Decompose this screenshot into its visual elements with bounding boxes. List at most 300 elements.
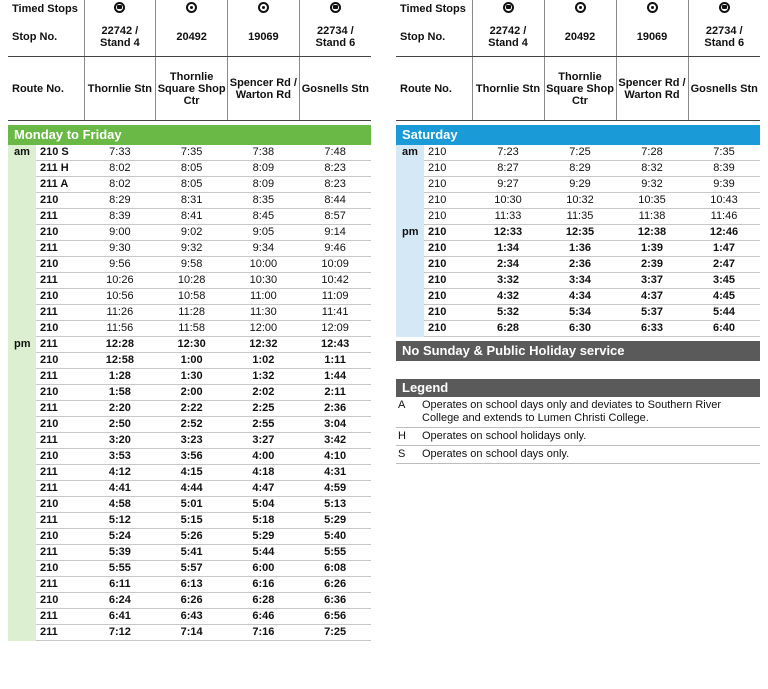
route-number: 210 — [424, 193, 472, 209]
departure-time: 7:25 — [299, 625, 371, 641]
table-row — [8, 353, 371, 369]
departure-time: 12:38 — [616, 225, 688, 241]
period-label — [8, 305, 36, 321]
bus-icon — [503, 2, 514, 13]
period-label — [8, 433, 36, 449]
departure-time: 9:00 — [84, 225, 156, 241]
stop-number: 20492 — [156, 18, 228, 57]
no-service-notice — [396, 341, 760, 361]
route-number: 210 — [424, 177, 472, 193]
departure-time: 11:41 — [299, 305, 371, 321]
period-label — [8, 625, 36, 641]
legend-code: H — [398, 430, 406, 442]
table-row — [8, 401, 371, 417]
departure-time: 8:05 — [156, 161, 228, 177]
table-row — [8, 513, 371, 529]
stop-no-label: Stop No. — [8, 18, 84, 57]
departure-time: 5:32 — [472, 305, 544, 321]
departure-time: 8:57 — [299, 209, 371, 225]
departure-time: 4:00 — [228, 449, 300, 465]
departure-time: 1:36 — [544, 241, 616, 257]
legend-item — [396, 428, 760, 446]
stop-number: 22742 / Stand 4 — [84, 18, 156, 57]
period-label — [8, 545, 36, 561]
stop-no-label: Stop No. — [396, 18, 472, 57]
departure-time: 10:35 — [616, 193, 688, 209]
period-label — [8, 593, 36, 609]
departure-time: 5:39 — [84, 545, 156, 561]
departure-time: 2:36 — [544, 257, 616, 273]
stop-icon-cell — [299, 0, 371, 18]
table-row — [8, 449, 371, 465]
table-row — [8, 465, 371, 481]
table-row — [396, 305, 760, 321]
weekday-panel — [8, 0, 371, 641]
departure-time: 1:44 — [299, 369, 371, 385]
timetable-header — [8, 0, 371, 121]
legend-code: S — [398, 448, 406, 460]
departure-time: 8:44 — [299, 193, 371, 209]
period-label — [8, 257, 36, 273]
departure-time: 2:20 — [84, 401, 156, 417]
departure-time: 6:28 — [228, 593, 300, 609]
departure-time: 3:37 — [616, 273, 688, 289]
departure-time: 1:39 — [616, 241, 688, 257]
departure-time: 1:30 — [156, 369, 228, 385]
period-label — [396, 161, 424, 177]
departure-time: 2:50 — [84, 417, 156, 433]
legend-item — [396, 446, 760, 464]
route-number: 210 — [424, 241, 472, 257]
period-label — [8, 385, 36, 401]
route-number: 210 — [36, 321, 84, 337]
departure-time: 8:35 — [228, 193, 300, 209]
no-service-text: No Sunday & Public Holiday service — [402, 343, 625, 358]
departure-time: 7:14 — [156, 625, 228, 641]
departure-time: 1:34 — [472, 241, 544, 257]
departure-time: 4:12 — [84, 465, 156, 481]
departure-time: 4:10 — [299, 449, 371, 465]
departure-time: 4:34 — [544, 289, 616, 305]
route-number: 211 — [36, 273, 84, 289]
departure-time: 10:28 — [156, 273, 228, 289]
departure-time: 5:55 — [84, 561, 156, 577]
departure-time: 12:46 — [688, 225, 760, 241]
departure-time: 12:00 — [228, 321, 300, 337]
route-number: 210 — [424, 145, 472, 161]
period-label — [8, 465, 36, 481]
departure-time: 3:45 — [688, 273, 760, 289]
table-row — [396, 145, 760, 161]
departure-time: 10:32 — [544, 193, 616, 209]
target-icon — [575, 2, 586, 13]
departure-time: 8:02 — [84, 177, 156, 193]
departure-time: 12:32 — [228, 337, 300, 353]
route-number: 210 — [36, 257, 84, 273]
departure-time: 8:09 — [228, 161, 300, 177]
table-row — [8, 417, 371, 433]
departure-time: 8:45 — [228, 209, 300, 225]
table-row — [396, 241, 760, 257]
departure-time: 10:00 — [228, 257, 300, 273]
period-label — [8, 561, 36, 577]
departure-time: 5:26 — [156, 529, 228, 545]
departure-time: 3:34 — [544, 273, 616, 289]
table-row — [8, 257, 371, 273]
route-number: 211 — [36, 209, 84, 225]
legend-list — [396, 397, 760, 464]
stop-number: 19069 — [228, 18, 300, 57]
departure-time: 7:16 — [228, 625, 300, 641]
route-number: 210 — [424, 257, 472, 273]
route-number: 211 — [36, 513, 84, 529]
stop-name: Thornlie Stn — [472, 57, 544, 121]
stop-number: 19069 — [616, 18, 688, 57]
route-number: 210 — [424, 209, 472, 225]
departure-time: 5:40 — [299, 529, 371, 545]
route-number: 210 — [36, 193, 84, 209]
legend-item — [396, 397, 760, 428]
route-number: 210 — [424, 289, 472, 305]
target-icon — [647, 2, 658, 13]
departure-time: 8:27 — [472, 161, 544, 177]
departure-time: 10:56 — [84, 289, 156, 305]
departure-time: 9:29 — [544, 177, 616, 193]
departure-time: 7:38 — [228, 145, 300, 161]
route-number: 210 — [36, 417, 84, 433]
departure-time: 11:56 — [84, 321, 156, 337]
period-label — [8, 289, 36, 305]
route-number: 210 — [424, 161, 472, 177]
period-label — [8, 449, 36, 465]
period-label — [396, 305, 424, 321]
departure-time: 5:37 — [616, 305, 688, 321]
departure-time: 4:45 — [688, 289, 760, 305]
stop-icon-cell — [156, 0, 228, 18]
departure-time: 12:58 — [84, 353, 156, 369]
departure-time: 4:58 — [84, 497, 156, 513]
route-number: 211 A — [36, 177, 84, 193]
period-label — [396, 177, 424, 193]
period-label — [8, 401, 36, 417]
stop-icon-cell — [84, 0, 156, 18]
table-row — [8, 273, 371, 289]
departure-time: 3:23 — [156, 433, 228, 449]
period-label — [8, 241, 36, 257]
weekday-title-bar — [8, 125, 371, 145]
departure-time: 6:41 — [84, 609, 156, 625]
departure-time: 1:02 — [228, 353, 300, 369]
route-number: 211 — [36, 337, 84, 353]
table-row — [8, 529, 371, 545]
period-label — [396, 241, 424, 257]
departure-time: 9:46 — [299, 241, 371, 257]
departure-time: 6:11 — [84, 577, 156, 593]
departure-time: 4:44 — [156, 481, 228, 497]
stop-name: Spencer Rd / Warton Rd — [616, 57, 688, 121]
table-row — [8, 433, 371, 449]
departure-time: 9:58 — [156, 257, 228, 273]
departure-time: 6:24 — [84, 593, 156, 609]
route-number: 210 — [36, 593, 84, 609]
departure-time: 5:34 — [544, 305, 616, 321]
route-number: 210 — [424, 321, 472, 337]
departure-time: 12:28 — [84, 337, 156, 353]
departure-time: 7:12 — [84, 625, 156, 641]
departure-time: 12:33 — [472, 225, 544, 241]
departure-time: 2:55 — [228, 417, 300, 433]
route-number: 211 — [36, 465, 84, 481]
stop-icon-cell — [616, 0, 688, 18]
departure-time: 6:56 — [299, 609, 371, 625]
departure-time: 8:29 — [544, 161, 616, 177]
period-label — [396, 193, 424, 209]
route-number: 211 — [36, 401, 84, 417]
departure-time: 6:13 — [156, 577, 228, 593]
departure-time: 11:33 — [472, 209, 544, 225]
saturday-title: Saturday — [402, 127, 458, 142]
departure-time: 11:58 — [156, 321, 228, 337]
route-number: 210 — [36, 353, 84, 369]
departure-time: 1:58 — [84, 385, 156, 401]
route-number: 210 — [36, 385, 84, 401]
departure-time: 9:32 — [616, 177, 688, 193]
departure-time: 7:23 — [472, 145, 544, 161]
stop-icon-cell — [544, 0, 616, 18]
departure-time: 1:11 — [299, 353, 371, 369]
table-row — [396, 161, 760, 177]
legend-title-bar — [396, 379, 760, 397]
period-label — [8, 273, 36, 289]
departure-time: 5:15 — [156, 513, 228, 529]
departure-time: 6:28 — [472, 321, 544, 337]
table-row — [8, 593, 371, 609]
departure-time: 2:34 — [472, 257, 544, 273]
departure-time: 5:29 — [228, 529, 300, 545]
departure-time: 8:23 — [299, 177, 371, 193]
departure-time: 6:36 — [299, 593, 371, 609]
departure-time: 7:33 — [84, 145, 156, 161]
table-row — [8, 209, 371, 225]
route-no-label: Route No. — [396, 57, 472, 121]
period-label — [8, 321, 36, 337]
departure-time: 3:42 — [299, 433, 371, 449]
stop-icon-cell — [228, 0, 300, 18]
route-number: 210 — [36, 497, 84, 513]
departure-time: 4:59 — [299, 481, 371, 497]
departure-time: 5:18 — [228, 513, 300, 529]
departure-time: 10:09 — [299, 257, 371, 273]
table-row — [8, 241, 371, 257]
departure-time: 8:09 — [228, 177, 300, 193]
period-label — [8, 577, 36, 593]
departure-time: 12:35 — [544, 225, 616, 241]
stop-name: Gosnells Stn — [299, 57, 371, 121]
table-row — [8, 337, 371, 353]
stop-name: Spencer Rd / Warton Rd — [228, 57, 300, 121]
period-label — [8, 513, 36, 529]
period-label — [8, 209, 36, 225]
departure-time: 9:30 — [84, 241, 156, 257]
departure-time: 8:39 — [688, 161, 760, 177]
departure-time: 12:43 — [299, 337, 371, 353]
departure-time: 7:28 — [616, 145, 688, 161]
route-number: 210 — [36, 225, 84, 241]
stop-name: Thornlie Stn — [84, 57, 156, 121]
table-row — [8, 609, 371, 625]
bus-icon — [330, 2, 341, 13]
departure-time: 11:09 — [299, 289, 371, 305]
timed-stops-label: Timed Stops — [396, 0, 472, 18]
stop-icon-cell — [472, 0, 544, 18]
departure-time: 9:34 — [228, 241, 300, 257]
departure-time: 6:33 — [616, 321, 688, 337]
departure-time: 3:20 — [84, 433, 156, 449]
route-number: 211 — [36, 241, 84, 257]
period-label: pm — [8, 337, 36, 353]
route-number: 211 H — [36, 161, 84, 177]
stop-name: Thornlie Square Shop Ctr — [156, 57, 228, 121]
departure-time: 7:35 — [156, 145, 228, 161]
table-row — [8, 497, 371, 513]
departure-time: 11:26 — [84, 305, 156, 321]
legend — [396, 379, 760, 464]
route-number: 211 — [36, 481, 84, 497]
weekday-timetable — [8, 145, 371, 641]
table-row — [8, 289, 371, 305]
departure-time: 1:28 — [84, 369, 156, 385]
table-row — [8, 193, 371, 209]
route-number: 210 — [36, 449, 84, 465]
departure-time: 1:00 — [156, 353, 228, 369]
departure-time: 11:46 — [688, 209, 760, 225]
departure-time: 4:32 — [472, 289, 544, 305]
route-number: 210 S — [36, 145, 84, 161]
departure-time: 8:23 — [299, 161, 371, 177]
departure-time: 9:39 — [688, 177, 760, 193]
period-label — [8, 353, 36, 369]
target-icon — [186, 2, 197, 13]
period-label — [8, 177, 36, 193]
departure-time: 8:32 — [616, 161, 688, 177]
period-label — [8, 529, 36, 545]
route-no-label: Route No. — [8, 57, 84, 121]
departure-time: 3:56 — [156, 449, 228, 465]
period-label — [8, 225, 36, 241]
departure-time: 6:43 — [156, 609, 228, 625]
table-row — [396, 321, 760, 337]
period-label — [8, 193, 36, 209]
table-row — [8, 225, 371, 241]
departure-time: 10:43 — [688, 193, 760, 209]
table-row — [396, 193, 760, 209]
departure-time: 6:46 — [228, 609, 300, 625]
departure-time: 12:30 — [156, 337, 228, 353]
route-number: 211 — [36, 625, 84, 641]
timed-stops-label: Timed Stops — [8, 0, 84, 18]
departure-time: 9:56 — [84, 257, 156, 273]
departure-time: 11:38 — [616, 209, 688, 225]
departure-time: 2:00 — [156, 385, 228, 401]
table-row — [8, 545, 371, 561]
departure-time: 3:04 — [299, 417, 371, 433]
route-number: 211 — [36, 545, 84, 561]
departure-time: 5:01 — [156, 497, 228, 513]
saturday-panel — [396, 0, 760, 464]
departure-time: 4:31 — [299, 465, 371, 481]
departure-time: 7:35 — [688, 145, 760, 161]
table-row — [396, 177, 760, 193]
stops-header-table — [8, 0, 371, 121]
bus-icon — [719, 2, 730, 13]
departure-time: 2:11 — [299, 385, 371, 401]
departure-time: 3:53 — [84, 449, 156, 465]
departure-time: 8:31 — [156, 193, 228, 209]
period-label — [396, 273, 424, 289]
departure-time: 5:13 — [299, 497, 371, 513]
departure-time: 2:52 — [156, 417, 228, 433]
departure-time: 6:40 — [688, 321, 760, 337]
departure-time: 6:26 — [299, 577, 371, 593]
route-number: 211 — [36, 305, 84, 321]
legend-text: Operates on school holidays only. — [422, 430, 587, 442]
departure-time: 10:42 — [299, 273, 371, 289]
departure-time: 10:58 — [156, 289, 228, 305]
legend-code: A — [398, 399, 406, 411]
departure-time: 10:26 — [84, 273, 156, 289]
legend-text: Operates on school days only and deviates to Southern River College and extends to Lumen Christi College. — [422, 399, 722, 424]
period-label — [396, 257, 424, 273]
stops-header-table — [396, 0, 760, 121]
stop-number: 22734 / Stand 6 — [299, 18, 371, 57]
timetable-header — [396, 0, 760, 121]
stop-icon-cell — [688, 0, 760, 18]
departure-time: 5:41 — [156, 545, 228, 561]
departure-time: 4:15 — [156, 465, 228, 481]
stop-number: 20492 — [544, 18, 616, 57]
departure-time: 6:08 — [299, 561, 371, 577]
departure-time: 6:00 — [228, 561, 300, 577]
table-row — [8, 161, 371, 177]
stop-number: 22734 / Stand 6 — [688, 18, 760, 57]
table-row — [8, 625, 371, 641]
period-label: am — [8, 145, 36, 161]
route-number: 210 — [36, 529, 84, 545]
departure-time: 1:32 — [228, 369, 300, 385]
departure-time: 8:02 — [84, 161, 156, 177]
departure-time: 8:39 — [84, 209, 156, 225]
departure-time: 2:02 — [228, 385, 300, 401]
target-icon — [258, 2, 269, 13]
departure-time: 4:18 — [228, 465, 300, 481]
table-row — [8, 481, 371, 497]
departure-time: 11:35 — [544, 209, 616, 225]
stop-name: Gosnells Stn — [688, 57, 760, 121]
route-number: 210 — [424, 305, 472, 321]
table-row — [396, 209, 760, 225]
period-label — [8, 417, 36, 433]
departure-time: 9:32 — [156, 241, 228, 257]
departure-time: 5:24 — [84, 529, 156, 545]
legend-title: Legend — [402, 380, 449, 395]
table-row — [396, 225, 760, 241]
departure-time: 9:05 — [228, 225, 300, 241]
departure-time: 2:39 — [616, 257, 688, 273]
period-label — [396, 321, 424, 337]
departure-time: 2:22 — [156, 401, 228, 417]
table-row — [396, 289, 760, 305]
departure-time: 4:41 — [84, 481, 156, 497]
